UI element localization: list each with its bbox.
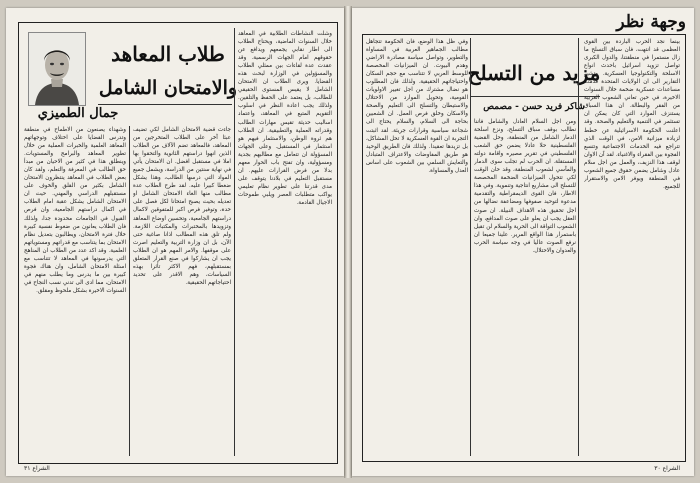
article-column-middle [474, 118, 576, 456]
article-text: وشلت النشاطات الطلابية في المعاهد خلال السنوات الماضية، ويحتاج الطلاب الى اطار نقابي يجمعهم ويدافع عن حقوقهم امام الجهات الرسمية. وقد عقدت عدة لقاءات بين ممثلي الطلاب والمسؤولين في الوزارة لبحث هذه القضايا. ويرى الطلاب ان الامتحان الشامل لا يقيس المستوى الحقيقي للطالب، بل يعتمد على الحفظ والتلقين. ولذلك يجب اعادة النظر في اسلوب التقويم المتبع في المعاهد، واعتماد اساليب حديثة تقيس مهارات الطالب وقدراته العملية والتطبيقية. ان الطلاب هم ثروة الوطن، والاستثمار فيهم هو استثمار في المستقبل. وعلى الجهات المسؤولة ان تتعامل مع مطالبهم بجدية ومسؤولية، وان تفتح باب الحوار معهم بدلا من فرض القرارات عليهم. ان مستقبل التعليم في بلادنا يتوقف على مدى قدرتنا على تطوير نظام تعليمي يواكب متطلبات العصر ويلبي طموحات الاجيال القادمة. [238, 31, 332, 206]
article-author: شاكر فريد حسن - مصمص [483, 102, 585, 112]
article-column-middle [133, 126, 231, 456]
title-underline [98, 104, 232, 105]
book-gutter [344, 6, 352, 478]
page-folio: الشراع ٣٠ [654, 465, 680, 472]
article-title: مزيد من التسلح [467, 61, 601, 85]
column-rule [470, 38, 471, 456]
column-rule [129, 126, 130, 456]
column-rule [234, 28, 235, 456]
article-text: وفي ظل هذا الوضع، فان الحكومة تتجاهل مطالب الجماهير العربية في المساواة والتطوير، وتواصل سياسة مصادرة الاراضي وهدم البيوت. ان الميزانيات المخصصة للوسط العربي لا تتناسب مع حجم السكان واحتياجاتهم الحقيقية. ولذلك فان المطلوب هو نضال مشترك من اجل تغيير الاولويات القومية، وتحويل الموارد من الاحتلال والاستيطان والتسلح الى التعليم والصحة والاسكان وخلق فرص العمل. ان الشعبين بحاجة الى السلام، والسلام يحتاج الى شجاعة سياسية وقرارات جريئة. لقد اثبتت التجربة ان القوة العسكرية لا تحل المشاكل، بل تزيدها تعقيدا. ولذلك فان الطريق الوحيد هو طريق المفاوضات والاعتراف المتبادل والتعايش السلمي بين الشعوب على اساس العدل والمساواة. [366, 39, 468, 174]
portrait-image [29, 33, 85, 105]
article-title-line1: طلاب المعاهد [111, 42, 225, 66]
article-text: بينما نجد الحرب الباردة بين القوى العظمى قد انتهت، فان سباق التسلح ما زال مستمرا في منطقتنا، والدول الكبرى تواصل تزويد اسرائيل باحدث انواع الاسلحة والتكنولوجيا العسكرية. وتشير التقارير الى ان الولايات المتحدة قدمت مساعدات عسكرية ضخمة خلال السنوات الاخيرة، في حين تعاني الشعوب العربية من الفقر والبطالة. ان هذا السباق يستنزف الموارد التي كان يمكن ان تستثمر في التنمية والتعليم والصحة. وقد اعلنت الحكومة الاسرائيلية عن خطط لزيادة ميزانية الامن، في الوقت الذي تتراجع فيه الخدمات الاجتماعية وتتسع الفجوة بين الفقراء والاغنياء. لقد آن الاوان لوقف هذا النزيف، والعمل من اجل سلام عادل وشامل يضمن حقوق جميع الشعوب في المنطقة ويوفر الامن والاستقرار للجميع. [584, 39, 680, 190]
left-page [6, 8, 344, 476]
article-title-line2: والامتحان الشامل [98, 77, 238, 99]
article-text: وشهداء يصنعون من الاطماح في منطقة وتدرس القضايا على اختلاف وتوجهاتهم المعاهد العلمية والخبرات العملية من خلال تطوير المعاهد والبرامج والمستويات. وينطلق هذا في كثير من الاحيان من مبدأ حق الطالب في المعرفة والتعلم، ولقد كان بعض الطلاب في المعاهد ينتظرون الامتحان الشامل بكثير من القلق والخوف على مستقبلهم الدراسي والمهني. حيث ان الامتحان الشامل يشكل عقبة امام الطلاب في اكمال دراستهم الجامعية، وان فرص القبول في الجامعات محدودة جدا، ولذلك فان الطلاب يعانون من ضغوط نفسية كبيرة خلال فترة الامتحان، ويطالبون بتعديل نظام الامتحان بما يتناسب مع قدراتهم ومستوياتهم العلمية. وقد اكد عدد من الطلاب ان المناهج التي يدرسونها في المعاهد لا تتناسب مع اسئلة الامتحان الشامل، وان هناك فجوة كبيرة بين ما يدرس وما يطلب منهم في الامتحان، مما ادى الى تدني نسب النجاح في السنوات الاخيرة بشكل ملحوظ ومقلق. [24, 127, 126, 294]
section-header: وجهة نظر [616, 12, 686, 32]
article-text: جاءت قضية الامتحان الشامل لكي تضيف عبئا آخر على الطلاب المتخرجين من المعاهد، فالمعاهد تضم الآلاف من الطلاب الذين انهوا دراستهم الثانوية والتحقوا بها املا في مستقبل افضل. ان الامتحان يأتي في نهاية سنتين من الدراسة، ويشمل جميع المواد التي درسها الطالب، وهذا يشكل ضغطا كبيرا عليه. لقد طرح الطلاب عدة مطالب منها الغاء الامتحان الشامل او تعديله بحيث يصبح امتحانا لكل فصل على حدة، وتوفير فرص اكبر للمتفوقين لاكمال دراستهم الجامعية، وتحسين اوضاع المعاهد وتزويدها بالمختبرات والمكتبات اللازمة. ولم تلق هذه المطالب اذانا صاغية حتى الآن، بل ان وزارة التربية والتعليم اصرت على موقفها. والامر المهم هو ان الطلاب يجب ان يشاركوا في صنع القرار المتعلق بمستقبلهم، فهم الاكثر تأثرا بهذه السياسات، وهم الاقدر على تحديد احتياجاتهم الحقيقية. [133, 127, 231, 286]
author-photo [28, 32, 86, 106]
article-text: ومن اجل السلام العادل والشامل فاننا نطالب بوقف سباق التسلح، ونزع اسلحة الدمار الشامل من المنطقة، وحل القضية الفلسطينية حلا عادلا يضمن حق الشعب الفلسطيني في تقرير مصيره واقامة دولته المستقلة. ان الحرب لم تجلب سوى الدمار والمآسي لشعوب المنطقة، وقد حان الوقت لكي تتحول الميزانيات الضخمة المخصصة للتسلح الى مشاريع انتاجية وتنموية. وفي هذا الاطار، فان القوى الديمقراطية والتقدمية مدعوة لتوحيد صفوفها ومضاعفة نضالها من اجل تحقيق هذه الاهداف النبيلة. ان صوت العقل يجب ان يعلو على صوت المدافع، وان الشعوب التواقة الى الحرية والسلام لن تقبل باستمرار هذا الواقع المرير. علينا جميعا ان نرفع الصوت عاليا في وجه سياسة الحرب والعدوان والاحتلال. [474, 119, 576, 254]
right-page [352, 8, 694, 476]
article-column-right [238, 30, 332, 456]
column-rule [578, 38, 579, 456]
article-column-right [584, 38, 680, 456]
title-underline [470, 96, 600, 97]
article-author: جمال الطميزي [37, 106, 119, 121]
article-column-left [24, 126, 126, 456]
article-column-left [366, 38, 468, 456]
page-folio: الشراع ٣١ [24, 465, 50, 472]
